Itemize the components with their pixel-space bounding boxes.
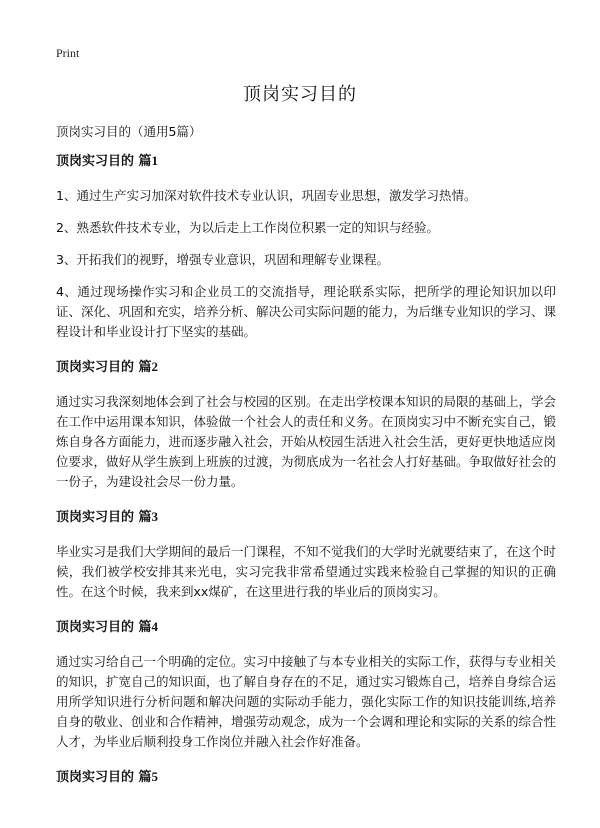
print-link[interactable]: Print [56, 46, 80, 60]
section-heading-text: 顶岗实习目的 [56, 154, 135, 169]
paragraph: 1、通过生产实习加深对软件技术专业认识，巩固专业思想，激发学习热情。 [56, 188, 477, 203]
section-heading [56, 768, 556, 787]
document-body [56, 152, 556, 803]
section-heading-text: 顶岗实习目的 [56, 620, 135, 635]
paragraph: 2、熟悉软件技术专业，为以后走上工作岗位积累一定的知识与经验。 [56, 220, 439, 235]
paragraph: 3、开拓我们的视野，增强专业意识，巩固和理解专业课程。 [56, 252, 389, 267]
section-heading-number: 篇2 [138, 359, 159, 374]
paragraph: 通过实习给自己一个明确的定位。实习中接触了与本专业相关的实际工作，获得与专业相关的知识，扩宽自己的知识面，也了解自身存在的不足，通过实习锻炼自己，培养自身综合运用所学知识进行分析问题和解决问题的实际动手能力，强化实际工作的知识技能训练,培养自身的敬业、创业和合作精神，增强劳动观念，成为一个会调和理论和实际的关系的综合性人才，为毕业后顺利投身工作岗位并融入社会作好准备。 [56, 654, 557, 749]
section-heading-number: 篇1 [138, 153, 159, 168]
section-4 [56, 618, 556, 752]
section-heading-text: 顶岗实习目的 [56, 510, 135, 525]
paragraph: 毕业实习是我们大学期间的最后一门课程，不知不觉我们的大学时光就要结束了，在这个时候，我们被学校安排其来光电，实习完我非常希望通过实践来检验自己掌握的知识的正确性。在这个时候，我来到xx煤矿，在这里进行我的毕业后的顶岗实习。 [56, 544, 557, 599]
page-title: 顶岗实习目的 [243, 84, 357, 105]
section-1 [56, 152, 556, 342]
section-5 [56, 768, 556, 787]
paragraph: 4、通过现场操作实习和企业员工的交流指导，理论联系实际，把所学的理论知识加以印证、深化、巩固和充实，培养分析、解决公司实际问题的能力，为后继专业知识的学习、课程设计和毕业设计打下坚实的基础。 [56, 284, 557, 339]
section-heading-text: 顶岗实习目的 [56, 770, 135, 785]
section-2 [56, 358, 556, 492]
section-3 [56, 508, 556, 602]
section-heading [56, 152, 556, 171]
section-heading-number: 篇5 [138, 769, 159, 784]
section-heading-number: 篇3 [138, 509, 159, 524]
section-heading-text: 顶岗实习目的 [56, 360, 135, 375]
section-heading [56, 358, 556, 377]
section-heading [56, 508, 556, 527]
section-heading [56, 618, 556, 637]
section-heading-number: 篇4 [138, 619, 159, 634]
paragraph: 通过实习我深刻地体会到了社会与校园的区别。在走出学校课本知识的局限的基础上，学会在工作中运用课本知识，体验做一个社会人的责任和义务。在顶岗实习中不断充实自己，锻炼自身各方面能力，进而逐步融入社会，开始从校园生活进入社会生活，更好更快地适应岗位要求，做好从学生族到上班族的过渡，为彻底成为一名社会人打好基础。争取做好社会的一份子，为建设社会尽一份力量。 [56, 394, 557, 489]
document-subtitle: 顶岗实习目的（通用5篇） [56, 124, 202, 139]
